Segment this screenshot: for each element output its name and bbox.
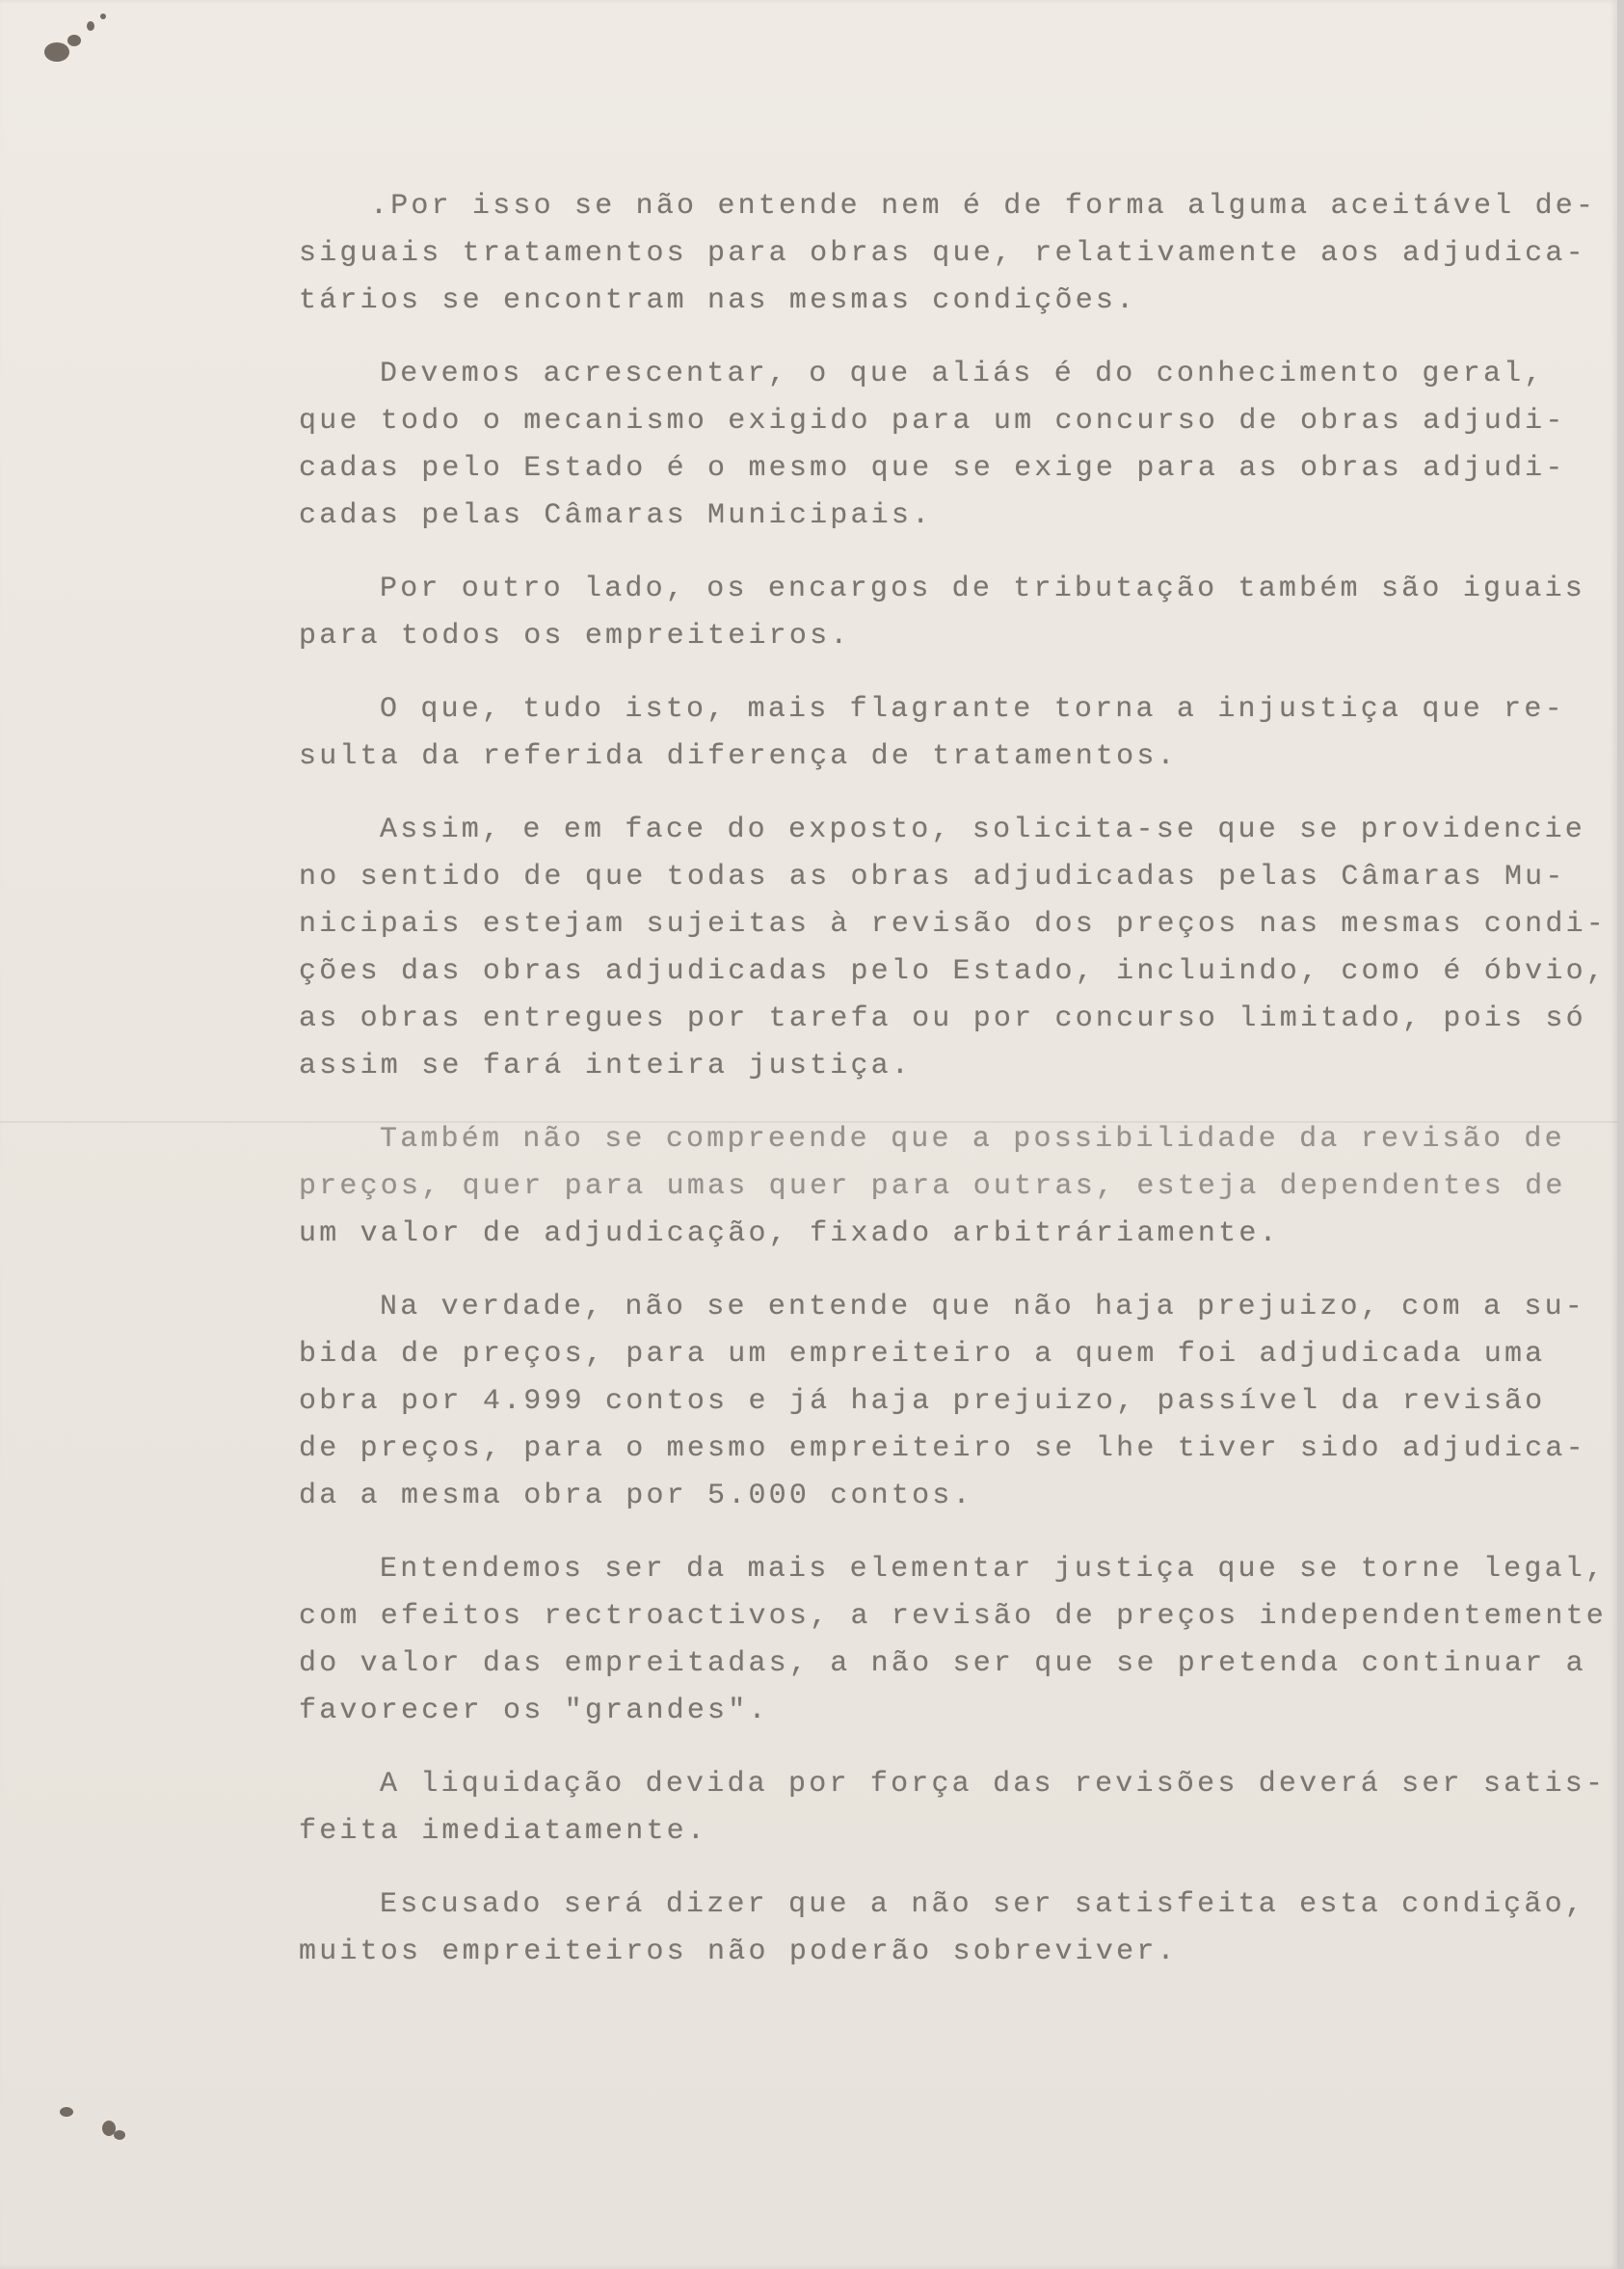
text-line: do valor das empreitadas, a não ser que se pretenda continuar a <box>299 1647 1586 1680</box>
paragraph <box>299 1761 1607 1855</box>
text-line: de preços, para o mesmo empreiteiro se lhe tiver sido adjudica- <box>299 1432 1586 1465</box>
text-line: da a mesma obra por 5.000 contos. <box>299 1480 973 1512</box>
text-line: siguais tratamentos para obras que, relativamente aos adjudica- <box>299 237 1586 270</box>
text-line: para todos os empreiteiros. <box>299 620 851 653</box>
text-line: com efeitos rectroactivos, a revisão de preços independentemente <box>299 1600 1607 1633</box>
text-line: favorecer os "grandes". <box>299 1695 769 1727</box>
text-line: sulta da referida diferença de tratamentos. <box>299 740 1178 773</box>
ink-stain-top-left <box>87 21 94 31</box>
text-line: muitos empreiteiros não poderão sobreviver. <box>299 1935 1178 1968</box>
ink-stain-bottom-left <box>114 2130 125 2140</box>
ink-stain-bottom-left <box>60 2107 73 2117</box>
text-line: bida de preços, para um empreiteiro a quem foi adjudicada uma <box>299 1338 1546 1371</box>
paragraph <box>299 1546 1607 1735</box>
text-line: nicipais estejam sujeitas à revisão dos preços nas mesmas condi- <box>299 908 1607 941</box>
text-line: O que, tudo isto, mais flagrante torna a injustiça que re- <box>380 693 1565 726</box>
text-line: preços, quer para umas quer para outras, esteja dependentes de <box>299 1170 1566 1203</box>
paragraph <box>299 1284 1586 1520</box>
paragraph <box>299 566 1585 660</box>
paragraph <box>299 1882 1585 1976</box>
text-line: .Por isso se não entende nem é de forma alguma aceitável de- <box>370 190 1597 223</box>
text-line: Na verdade, não se entende que não haja prejuizo, com a su- <box>380 1291 1585 1323</box>
text-line: assim se fará inteira justiça. <box>299 1050 913 1082</box>
text-line: que todo o mecanismo exigido para um concurso de obras adjudi- <box>299 405 1566 438</box>
text-line: no sentido de que todas as obras adjudicadas pelas Câmaras Mu- <box>299 861 1566 894</box>
text-line: um valor de adjudicação, fixado arbitráriamente. <box>299 1217 1280 1250</box>
paragraph <box>299 1116 1571 1258</box>
text-line: cadas pelo Estado é o mesmo que se exige para as obras adjudi- <box>299 452 1566 485</box>
text-line: Entendemos ser da mais elementar justiça que se torne legal, <box>380 1553 1607 1586</box>
text-line: tários se encontram nas mesmas condições. <box>299 284 1137 317</box>
text-line: as obras entregues por tarefa ou por concurso limitado, pois só <box>299 1002 1586 1035</box>
text-line: feita imediatamente. <box>299 1815 708 1848</box>
text-line: Assim, e em face do exposto, solicita-se que se providencie <box>380 814 1585 846</box>
text-line: Por outro lado, os encargos de tributação também são iguais <box>380 573 1585 605</box>
text-line: obra por 4.999 contos e já haja prejuizo, passível da revisão <box>299 1385 1546 1418</box>
ink-stain-top-left <box>100 13 106 19</box>
text-line: Escusado será dizer que a não ser satisfeita esta condição, <box>380 1888 1585 1921</box>
text-line: ções das obras adjudicadas pelo Estado, incluindo, como é óbvio, <box>299 955 1607 988</box>
paragraph <box>299 686 1571 781</box>
paragraph <box>299 183 1597 325</box>
ink-stain-top-left <box>67 35 81 46</box>
paragraph <box>299 807 1607 1090</box>
letter-body <box>299 183 1607 2002</box>
text-line: Devemos acrescentar, o que aliás é do conhecimento geral, <box>380 358 1545 390</box>
ink-stain-top-left <box>44 42 69 62</box>
text-line: A liquidação devida por força das revisões deverá ser satis- <box>380 1768 1607 1801</box>
paragraph <box>299 351 1571 540</box>
text-line: cadas pelas Câmaras Municipais. <box>299 499 933 532</box>
text-line: Também não se compreende que a possibilidade da revisão de <box>380 1123 1565 1156</box>
